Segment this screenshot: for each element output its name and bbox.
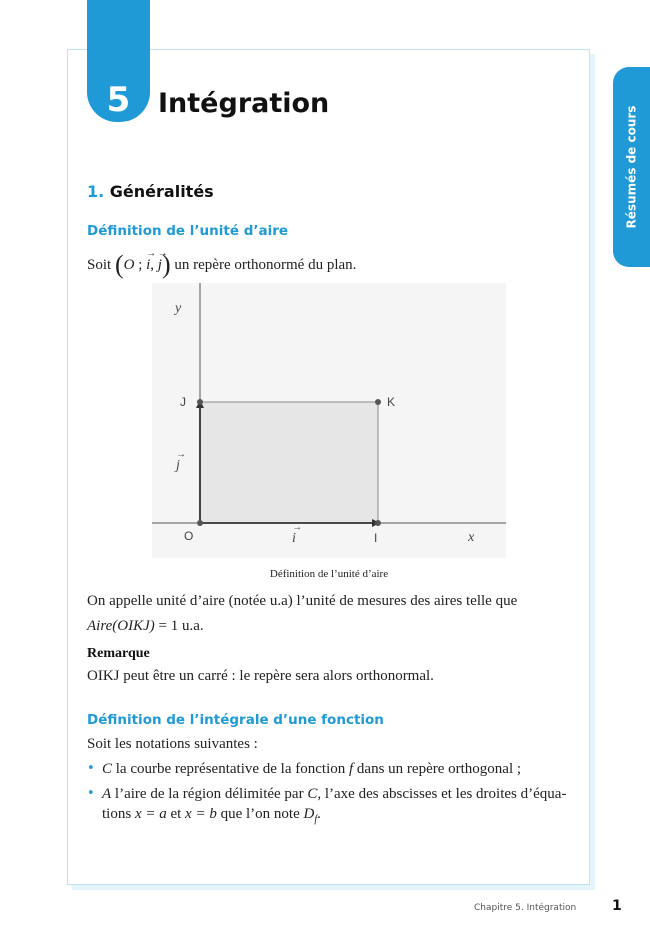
bullet2-text-a: l’aire de la région délimitée par	[111, 786, 308, 802]
footer-chapter: Chapitre 5. Intégration	[474, 903, 577, 913]
point-j-label: J	[180, 395, 186, 409]
aire-word: Aire	[87, 618, 113, 634]
var-d: D	[303, 806, 315, 822]
subheading-unit-area: Définition de l’unité d’aire	[87, 223, 289, 239]
y-axis-label: y	[175, 301, 182, 316]
var-c: C	[102, 761, 113, 777]
bullet-area-a-line2	[102, 804, 321, 830]
point-o-dot	[197, 520, 203, 526]
var-a: A	[102, 786, 112, 802]
origin-symbol: O	[123, 257, 135, 273]
eq-x-a: x = a	[134, 806, 167, 822]
vector-i: → i	[146, 255, 150, 275]
remark-title: Remarque	[87, 646, 150, 661]
eq-x-b: x = b	[185, 806, 217, 822]
open-paren: (	[114, 250, 124, 279]
bullet2-line2-a: tions	[102, 806, 135, 822]
side-tab-label-wrap	[613, 67, 650, 267]
equals-value: = 1 u.a.	[158, 618, 204, 634]
chapter-number: 5	[106, 80, 131, 120]
vector-j-label: → j	[176, 458, 180, 474]
semicolon: ;	[138, 257, 143, 273]
x-axis-label: x	[468, 530, 475, 545]
repere-rest: un repère orthonormé du plan.	[174, 257, 357, 273]
var-c-2: C	[307, 786, 318, 802]
chapter-title: Intégration	[158, 88, 330, 119]
oikj-symbol: (OIKJ)	[112, 618, 155, 634]
side-tab-label: Résumés de cours	[624, 105, 639, 229]
section-title	[87, 181, 214, 203]
comma: ,	[150, 257, 155, 273]
bullet2-line2-b: que l’on note	[216, 806, 304, 822]
unit-area-graph	[152, 283, 506, 558]
unit-area-formula	[87, 616, 204, 636]
close-paren: )	[161, 250, 171, 279]
notations-intro: Soit les notations suivantes :	[87, 736, 258, 752]
var-d-subscript: f	[314, 814, 318, 825]
remark-text: OIKJ peut être un carré : le repère sera alors orthonormal.	[87, 668, 434, 684]
section-number: 1.	[87, 182, 105, 201]
bullet2-text-b: , l’axe des abscisses et les droites d’équa-	[317, 786, 567, 802]
subheading-integral: Définition de l’intégrale d’une fonction	[87, 712, 384, 728]
bullet-area-a-line1	[102, 784, 566, 804]
vector-i-label: → i	[292, 531, 296, 547]
bullet2-period: .	[317, 806, 321, 822]
repere-sentence	[87, 250, 357, 279]
bullet-marker-1: •	[87, 761, 95, 776]
bullet-curve-c	[102, 759, 521, 779]
point-i-dot	[375, 520, 381, 526]
bullet-marker-2: •	[87, 786, 95, 801]
point-i-label: I	[374, 531, 378, 545]
point-j-dot	[197, 399, 203, 405]
page-number: 1	[612, 898, 622, 914]
figure-caption: Définition de l’unité d’aire	[269, 568, 389, 580]
unit-square	[200, 402, 378, 523]
section-label: Généralités	[109, 182, 214, 201]
bullet2-et: et	[166, 806, 186, 822]
point-o-label: O	[184, 529, 194, 543]
bullet1-text-a: la courbe représentative de la fonction	[112, 761, 349, 777]
unit-area-figure	[152, 283, 506, 558]
unit-area-sentence: On appelle unité d’aire (notée u.a) l’unité de mesures des aires telle que	[87, 593, 518, 609]
var-f: f	[349, 761, 354, 777]
point-k-label: K	[387, 395, 396, 409]
vector-j: → j	[158, 255, 162, 275]
soit-word: Soit	[87, 257, 112, 273]
point-k-dot	[375, 399, 381, 405]
bullet1-text-b: dans un repère orthogonal ;	[353, 761, 522, 777]
